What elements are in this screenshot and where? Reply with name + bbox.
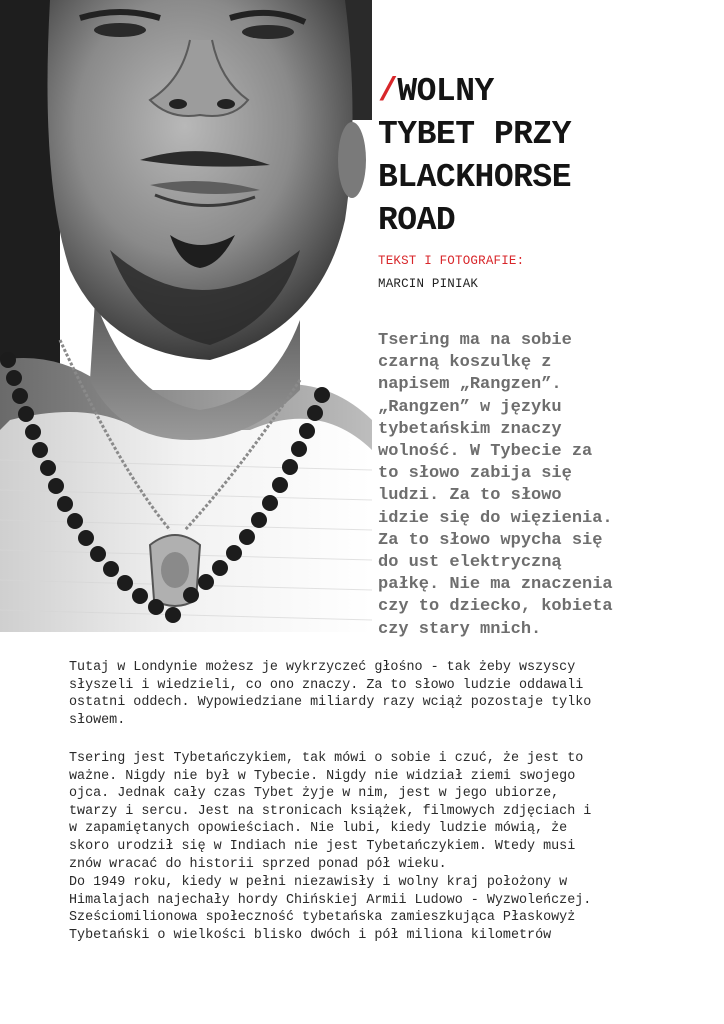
body-paragraph: Do 1949 roku, kiedy w pełni niezawisły i wolny kraj położony w Himalajach najechały hordy Chińskiej Armii Ludowo - Wyzwoleńczej. Sześciomilionowa społeczność tybetańska zamieszkująca Płaskowyż Tybetański o wielkości blisko dwóch i pół miliona kilometrów	[69, 875, 592, 943]
body-paragraph: Tsering jest Tybetańczykiem, tak mówi o sobie i czuć, że jest to ważne. Nigdy nie był w Tybecie. Nigdy nie widział ziemi swojego ojca. Jednak cały czas Tybet żyje w nim, jest w jego ubiorze, twarzy i sercu. Jest na stronicach książek, filmowych zdjęciach i w zapamiętanych opowieściach. Nie lubi, kiedy ludzie mówią, że skoro urodził się w Indiach nie jest Tybetańczykiem. Wtedy musi znów wracać do historii sprzed ponad pół wieku.	[69, 751, 592, 872]
author-name: MARCIN PINIAK	[378, 277, 479, 291]
portrait-photo	[0, 0, 372, 632]
portrait-illustration	[0, 0, 372, 632]
article-title	[378, 70, 678, 242]
body-paragraph: Tutaj w Londynie możesz je wykrzyczeć głośno - tak żeby wszyscy słyszeli i wiedzieli, co ono znaczy. Za to słowo ludzie oddawali ostatni oddech. Wypowiedziane miliardy razy wciąż pozostaje tylko słowem.	[69, 660, 592, 728]
title-slash: /	[378, 73, 398, 110]
credit-label: TEKST I FOTOGRAFIE:	[378, 254, 525, 268]
lead-paragraph: Tsering ma na sobie czarną koszulkę z napisem „Rangzen”. „Rangzen” w języku tybetańskim znaczy wolność. W Tybecie za to słowo zabija się ludzi. Za to słowo idzie się do więzienia. Za to słowo wpycha się do ust elektryczną pałkę. Nie ma znaczenia czy to dziecko, kobieta czy stary mnich.	[378, 331, 613, 639]
title-text: WOLNY TYBET PRZY BLACKHORSE ROAD	[378, 73, 572, 239]
